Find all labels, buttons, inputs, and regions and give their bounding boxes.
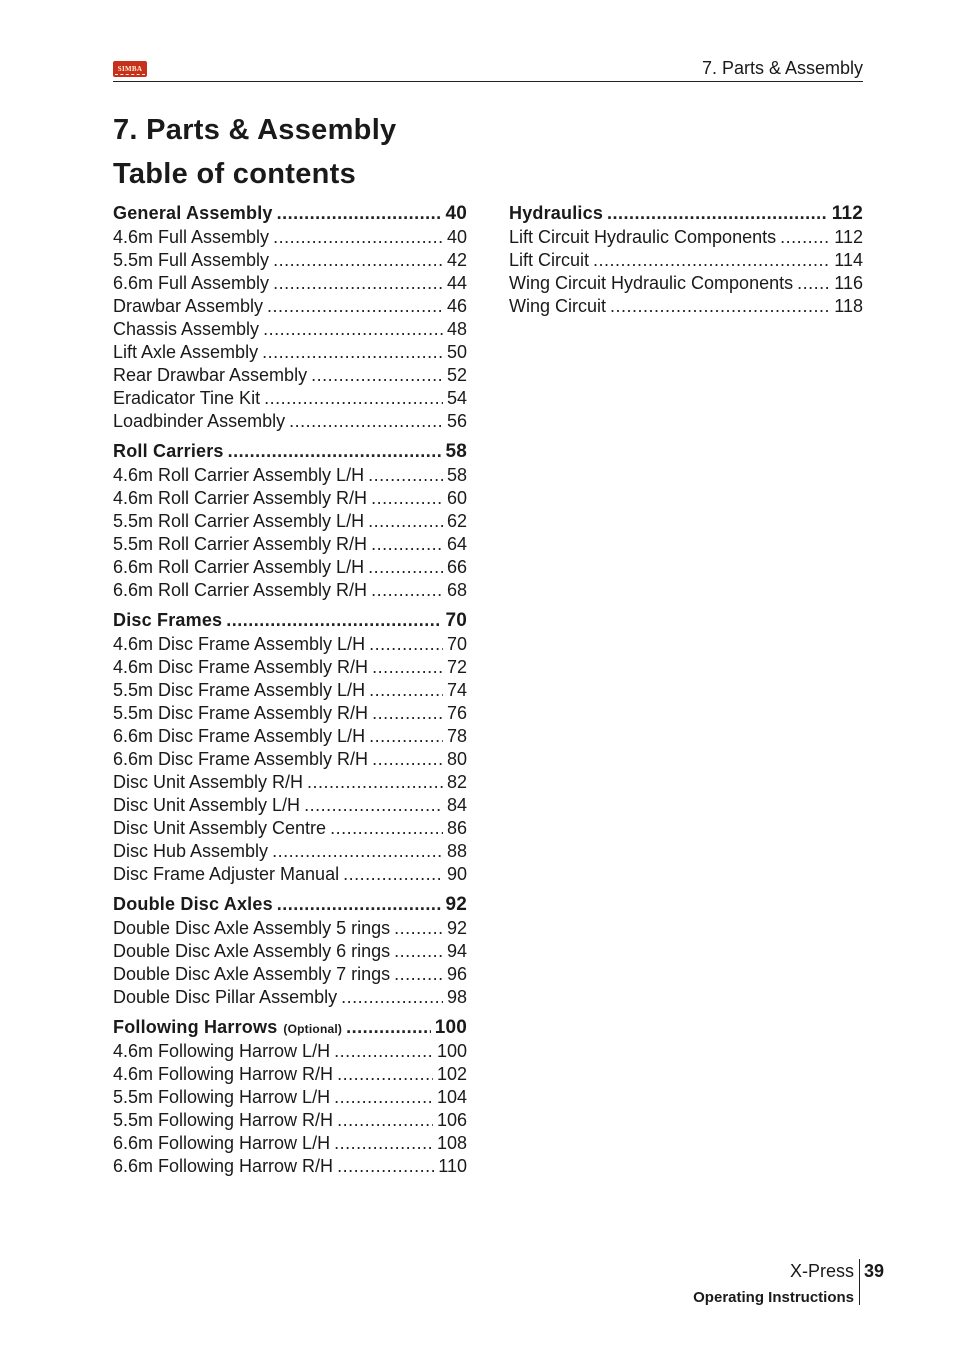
- toc-entry[interactable]: [113, 748, 467, 771]
- leader-dots: [277, 200, 442, 226]
- leader-dots: [371, 487, 443, 510]
- toc-section: [113, 607, 467, 886]
- leader-dots: [371, 579, 443, 602]
- toc-entry[interactable]: [113, 226, 467, 249]
- leader-dots: [780, 226, 830, 249]
- toc-entry-page: 110: [438, 1156, 467, 1176]
- toc-entry-label: Lift Circuit: [509, 250, 590, 270]
- leader-dots: [394, 963, 443, 986]
- toc-entry-page: 60: [446, 488, 467, 508]
- toc-entry-page: 68: [446, 580, 467, 600]
- leader-dots: [277, 891, 442, 917]
- toc-entry[interactable]: [113, 295, 467, 318]
- toc-entry-label: Double Disc Axle Assembly 6 rings: [113, 941, 391, 961]
- toc-column-left: [113, 200, 467, 1183]
- toc-entry-label: 6.6m Roll Carrier Assembly R/H: [113, 580, 368, 600]
- toc-entry-label: 4.6m Roll Carrier Assembly L/H: [113, 465, 365, 485]
- toc-section-page: 100: [434, 1017, 467, 1038]
- toc-section: [113, 891, 467, 1009]
- toc-entry-page: 96: [446, 964, 467, 984]
- toc-entry-label: 6.6m Disc Frame Assembly L/H: [113, 726, 366, 746]
- toc-section-title: Following Harrows: [113, 1017, 278, 1037]
- toc-entry-page: 76: [446, 703, 467, 723]
- toc-section: [113, 1014, 467, 1178]
- toc-entry[interactable]: [113, 986, 467, 1009]
- page-title: [113, 108, 396, 196]
- toc-entry-page: 74: [446, 680, 467, 700]
- toc-entry-page: 72: [446, 657, 467, 677]
- toc-section-title: Hydraulics: [509, 203, 604, 223]
- leader-dots: [289, 410, 443, 433]
- toc-section-page: 92: [445, 894, 467, 915]
- toc-entry[interactable]: [509, 272, 863, 295]
- toc-entry-page: 82: [446, 772, 467, 792]
- leader-dots: [263, 318, 443, 341]
- leader-dots: [337, 1155, 434, 1178]
- toc-entry[interactable]: [113, 1040, 467, 1063]
- leader-dots: [369, 725, 443, 748]
- toc-entry-page: 70: [446, 634, 467, 654]
- toc-entry-label: Chassis Assembly: [113, 319, 260, 339]
- toc-entry-page: 46: [446, 296, 467, 316]
- leader-dots: [368, 510, 443, 533]
- toc-entry-page: 92: [446, 918, 467, 938]
- toc-entry-label: 6.6m Disc Frame Assembly R/H: [113, 749, 369, 769]
- toc-entry-page: 54: [446, 388, 467, 408]
- toc-entry-label: Lift Circuit Hydraulic Components: [509, 227, 777, 247]
- toc-entry-label: 4.6m Roll Carrier Assembly R/H: [113, 488, 368, 508]
- toc-section-heading[interactable]: [509, 200, 863, 226]
- toc-entry-page: 90: [446, 864, 467, 884]
- leader-dots: [371, 533, 443, 556]
- toc-entry-label: Drawbar Assembly: [113, 296, 264, 316]
- toc-column-right: [509, 200, 863, 323]
- page-header: [113, 56, 863, 82]
- toc-entry-label: Disc Hub Assembly: [113, 841, 269, 861]
- toc-entry-page: 50: [446, 342, 467, 362]
- footer-document-info: [693, 1259, 854, 1309]
- toc-entry-page: 48: [446, 319, 467, 339]
- toc-entry[interactable]: [113, 1109, 467, 1132]
- toc-entry-label: Lift Axle Assembly: [113, 342, 259, 362]
- leader-dots: [372, 702, 443, 725]
- toc-entry[interactable]: [509, 226, 863, 249]
- toc-entry-page: 80: [446, 749, 467, 769]
- leader-dots: [368, 556, 443, 579]
- footer-subtitle: Operating Instructions: [693, 1289, 854, 1306]
- page-number: 39: [864, 1261, 885, 1281]
- toc-section: [113, 438, 467, 602]
- toc-entry[interactable]: [113, 387, 467, 410]
- logo-text: SIMBA: [117, 65, 143, 73]
- leader-dots: [346, 1014, 431, 1040]
- leader-dots: [273, 272, 443, 295]
- leader-dots: [607, 200, 828, 226]
- toc-entry[interactable]: [113, 1063, 467, 1086]
- toc-entry-page: 100: [436, 1041, 467, 1061]
- toc-entry[interactable]: [113, 410, 467, 433]
- toc-entry[interactable]: [113, 725, 467, 748]
- toc-section-note: (Optional): [283, 1022, 343, 1036]
- leader-dots: [372, 748, 443, 771]
- toc-section: [113, 200, 467, 433]
- toc-section-page: 40: [445, 203, 467, 224]
- toc-entry-label: Disc Unit Assembly R/H: [113, 772, 304, 792]
- page-title-line1: 7. Parts & Assembly: [113, 114, 397, 146]
- toc-entry[interactable]: [113, 656, 467, 679]
- toc-entry-label: 6.6m Roll Carrier Assembly L/H: [113, 557, 365, 577]
- toc-entry[interactable]: [113, 341, 467, 364]
- toc-entry[interactable]: [113, 533, 467, 556]
- leader-dots: [368, 464, 443, 487]
- toc-entry[interactable]: [509, 249, 863, 272]
- toc-entry-page: 42: [446, 250, 467, 270]
- toc-entry-page: 104: [436, 1087, 467, 1107]
- toc-entry-page: 66: [446, 557, 467, 577]
- toc-entry-label: 5.5m Full Assembly: [113, 250, 270, 270]
- toc-entry-label: 5.5m Roll Carrier Assembly R/H: [113, 534, 368, 554]
- leader-dots: [267, 295, 443, 318]
- toc-entry-label: 6.6m Following Harrow L/H: [113, 1133, 331, 1153]
- toc-entry-page: 116: [834, 273, 863, 293]
- toc-entry[interactable]: [113, 579, 467, 602]
- leader-dots: [311, 364, 443, 387]
- toc-section-heading[interactable]: [113, 607, 467, 633]
- toc-entry[interactable]: [113, 794, 467, 817]
- leader-dots: [330, 817, 443, 840]
- toc-section-title: Double Disc Axles: [113, 894, 273, 914]
- toc-entry-page: 88: [446, 841, 467, 861]
- toc-entry-label: 4.6m Disc Frame Assembly L/H: [113, 634, 366, 654]
- toc-entry[interactable]: [113, 633, 467, 656]
- toc-entry-label: Rear Drawbar Assembly: [113, 365, 308, 385]
- leader-dots: [394, 917, 443, 940]
- toc-entry-label: Disc Unit Assembly Centre: [113, 818, 327, 838]
- toc-entry-label: Double Disc Axle Assembly 7 rings: [113, 964, 391, 984]
- toc-section-heading[interactable]: [113, 200, 467, 226]
- toc-entry-page: 98: [446, 987, 467, 1007]
- toc-entry[interactable]: [113, 817, 467, 840]
- toc-section-heading[interactable]: [113, 438, 467, 464]
- footer-divider: [859, 1259, 860, 1305]
- toc-entry[interactable]: [113, 318, 467, 341]
- toc-entry-page: 94: [446, 941, 467, 961]
- toc-entry-label: 4.6m Following Harrow L/H: [113, 1041, 331, 1061]
- toc-entry-label: Wing Circuit: [509, 296, 607, 316]
- toc-entry-page: 86: [446, 818, 467, 838]
- toc-section-page: 112: [831, 203, 863, 224]
- footer-product-name: X-Press: [789, 1261, 854, 1281]
- toc-entry-page: 44: [446, 273, 467, 293]
- toc-section-title: Roll Carriers: [113, 441, 224, 461]
- leader-dots: [394, 940, 443, 963]
- toc-entry[interactable]: [113, 1086, 467, 1109]
- leader-dots: [273, 226, 443, 249]
- toc-entry-label: 5.5m Following Harrow R/H: [113, 1110, 334, 1130]
- toc-entry[interactable]: [113, 1155, 467, 1178]
- toc-entry-label: 4.6m Following Harrow R/H: [113, 1064, 334, 1084]
- leader-dots: [228, 438, 442, 464]
- toc-entry-label: 5.5m Roll Carrier Assembly L/H: [113, 511, 365, 531]
- leader-dots: [337, 1063, 433, 1086]
- toc-entry[interactable]: [113, 487, 467, 510]
- toc-entry-label: 6.6m Full Assembly: [113, 273, 270, 293]
- toc-entry-page: 62: [446, 511, 467, 531]
- toc-entry-label: 6.6m Following Harrow R/H: [113, 1156, 334, 1176]
- toc-entry-page: 84: [446, 795, 467, 815]
- toc-entry[interactable]: [113, 963, 467, 986]
- toc-entry-page: 108: [436, 1133, 467, 1153]
- simba-logo: [113, 61, 147, 77]
- leader-dots: [593, 249, 830, 272]
- leader-dots: [334, 1086, 433, 1109]
- toc-entry-page: 56: [446, 411, 467, 431]
- toc-section-page: 70: [445, 610, 467, 631]
- toc-entry-page: 58: [446, 465, 467, 485]
- toc-entry-label: Disc Unit Assembly L/H: [113, 795, 301, 815]
- toc-entry-label: Loadbinder Assembly: [113, 411, 286, 431]
- toc-entry-page: 114: [834, 250, 863, 270]
- toc-section: [509, 200, 863, 318]
- leader-dots: [341, 986, 443, 1009]
- header-title: 7. Parts & Assembly: [701, 58, 863, 78]
- toc-entry[interactable]: [113, 364, 467, 387]
- leader-dots: [304, 794, 443, 817]
- leader-dots: [372, 656, 443, 679]
- leader-dots: [334, 1040, 433, 1063]
- toc-entry[interactable]: [113, 940, 467, 963]
- leader-dots: [337, 1109, 433, 1132]
- leader-dots: [343, 863, 443, 886]
- toc-entry-page: 40: [446, 227, 467, 247]
- page-title-line2: Table of contents: [113, 158, 357, 190]
- toc-entry-label: Wing Circuit Hydraulic Components: [509, 273, 794, 293]
- leader-dots: [334, 1132, 433, 1155]
- toc-entry[interactable]: [113, 771, 467, 794]
- toc-entry-label: Disc Frame Adjuster Manual: [113, 864, 340, 884]
- leader-dots: [262, 341, 443, 364]
- toc-section-heading[interactable]: [113, 1014, 467, 1040]
- toc-entry[interactable]: [113, 917, 467, 940]
- toc-entry-page: 64: [446, 534, 467, 554]
- toc-entry-page: 102: [436, 1064, 467, 1084]
- leader-dots: [272, 840, 443, 863]
- toc-entry-page: 52: [446, 365, 467, 385]
- toc-entry[interactable]: [113, 510, 467, 533]
- toc-entry-page: 78: [446, 726, 467, 746]
- leader-dots: [369, 679, 443, 702]
- toc-entry[interactable]: [113, 863, 467, 886]
- leader-dots: [797, 272, 830, 295]
- toc-entry-label: 4.6m Disc Frame Assembly R/H: [113, 657, 369, 677]
- leader-dots: [307, 771, 443, 794]
- toc-section-title: Disc Frames: [113, 610, 223, 630]
- toc-entry-label: 5.5m Following Harrow L/H: [113, 1087, 331, 1107]
- leader-dots: [610, 295, 830, 318]
- toc-entry-label: Eradicator Tine Kit: [113, 388, 261, 408]
- toc-section-heading[interactable]: [113, 891, 467, 917]
- leader-dots: [369, 633, 443, 656]
- toc-entry[interactable]: [113, 702, 467, 725]
- leader-dots: [273, 249, 443, 272]
- toc-entry-page: 112: [834, 227, 863, 247]
- toc-entry[interactable]: [113, 556, 467, 579]
- toc-entry[interactable]: [113, 679, 467, 702]
- toc-section-title: General Assembly: [113, 203, 273, 223]
- toc-entry-label: Double Disc Pillar Assembly: [113, 987, 338, 1007]
- toc-entry-label: 5.5m Disc Frame Assembly R/H: [113, 703, 369, 723]
- toc-entry-label: Double Disc Axle Assembly 5 rings: [113, 918, 391, 938]
- toc-entry[interactable]: [113, 249, 467, 272]
- leader-dots: [264, 387, 443, 410]
- toc-entry[interactable]: [113, 464, 467, 487]
- toc-entry[interactable]: [113, 272, 467, 295]
- toc-entry[interactable]: [509, 295, 863, 318]
- leader-dots: [226, 607, 441, 633]
- toc-entry[interactable]: [113, 1132, 467, 1155]
- toc-entry-page: 118: [834, 296, 863, 316]
- toc-entry-label: 4.6m Full Assembly: [113, 227, 270, 247]
- toc-entry-label: 5.5m Disc Frame Assembly L/H: [113, 680, 366, 700]
- toc-section-page: 58: [445, 441, 467, 462]
- toc-entry-page: 106: [436, 1110, 467, 1130]
- toc-entry[interactable]: [113, 840, 467, 863]
